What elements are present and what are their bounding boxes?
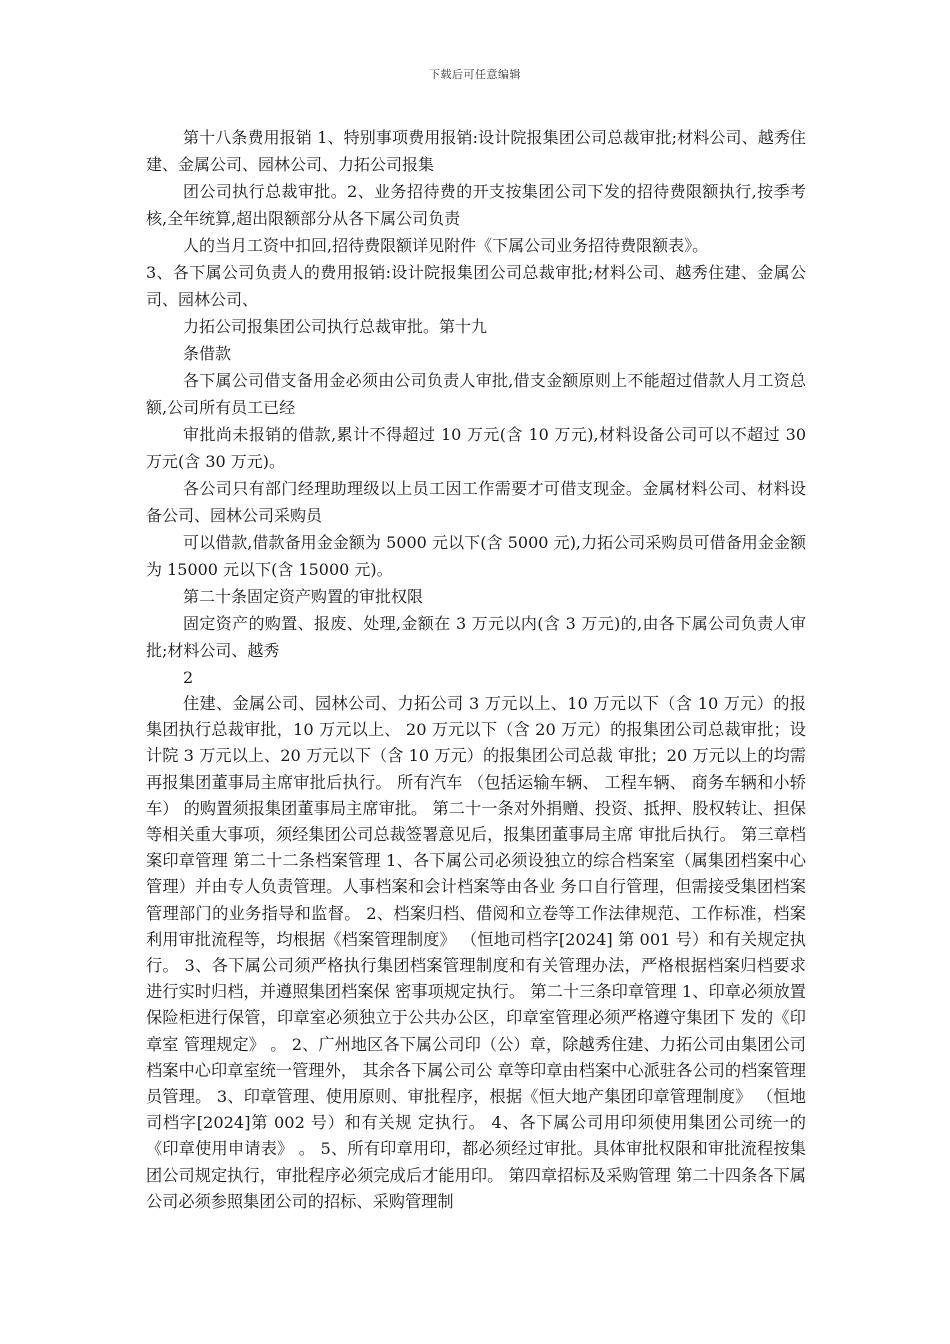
paragraph-entertainment-expenses: 团公司执行总裁审批。2、业务招待费的开支按集团公司下发的招待费限额执行,按季考核,全年统算,超出限额部分从各下属公司负责 bbox=[146, 182, 806, 228]
paragraph-head-expenses: 3、各下属公司负责人的费用报销:设计院报集团公司总裁审批;材料公司、越秀住建、金属公司、园林公司、 bbox=[146, 263, 806, 309]
paragraph-loan-limit: 审批尚未报销的借款,累计不得超过 10 万元(含 10 万元),材料设备公司可以不超过 30 万元(含 30 万元)。 bbox=[146, 425, 806, 471]
paragraph-archives-and-seals: 住建、金属公司、园林公司、力拓公司 3 万元以上、10 万元以下（含 10 万元）的报集团执行总裁审批，10 万元以上、 20 万元以下（含 20 万元）的报集团公司总裁审批；设计院 3 万元以上、20 万元以下（含 10 万元）的报集团公司总裁 审批；20 万元以上的均需再报集团董事局主席审批后执行。 所有汽车 （包括运输车辆、 工程车辆、 商务车辆和小轿车） 的购置须报集团董事局主席审批。 第二十一条对外捐赠、投资、抵押、股权转让、担保等相关重大事项，须经集团公司总裁签署意见后，报集团董事局主席 审批后执行。 第三章档案印章管理 第二十二条档案管理 1、各下属公司必须设独立的综合档案室（属集团档案中心管理）并由专人负责管理。人事档案和会计档案等由各业 务口自行管理，但需接受集团档案管理部门的业务指导和监督。 2、档案归档、借阅和立卷等工作法律规范、工作标准，档案利用审批流程等，均根据《档案管理制度》 （恒地司档字[2024] 第 001 号）和有关规定执行。 3、各下属公司须严格执行集团档案管理制度和有关管理办法，严格根据档案归档要求进行实时归档，并遵照集团档案保 密事项规定执行。 第二十三条印章管理 1、印章必须放置保险柜进行保管，印章室必须独立于公共办公区，印章室管理必须严格遵守集团下 发的《印章室 管理规定》 。 2、广州地区各下属公司印（公）章，除越秀住建、力拓公司由集团公司档案中心印章室统一管理外， 其余各下属公司公 章等印章由档案中心派驻各公司的档案管理员管理。 3、印章管理、使用原则、审批程序，根据《恒大地产集团印章管理制度》 （恒地司档字[2024]第 002 号）和有关规 定执行。 4、各下属公司用印须使用集团公司统一的《印章使用申请表》 。 5、所有印章用印，都必须经过审批。具体审批权限和审批流程按集团公司规定执行，审批程序必须完成后才能用印。 第四章招标及采购管理 第二十四条各下属公司必须参照集团公司的招标、采购管理制 bbox=[146, 694, 806, 1211]
paragraph-fixed-assets: 固定资产的购置、报废、处理,金额在 3 万元以内(含 3 万元)的,由各下属公司负责人审批;材料公司、越秀 bbox=[146, 614, 806, 660]
page-number: 2 bbox=[183, 668, 194, 687]
paragraph-article-19-start: 力拓公司报集团公司执行总裁审批。第十九 bbox=[183, 317, 488, 336]
page-header-note: 下载后可任意编辑 bbox=[429, 68, 521, 81]
paragraph-article-18: 第十八条费用报销 1、特别事项费用报销:设计院报集团公司总裁审批;材料公司、越秀住建、金属公司、园林公司、力拓公司报集 bbox=[146, 128, 806, 174]
paragraph-article-20-title: 第二十条固定资产购置的审批权限 bbox=[183, 587, 424, 606]
document-body bbox=[146, 124, 806, 1215]
paragraph-purchaser-advance: 可以借款,借款备用金金额为 5000 元以下(含 5000 元),力拓公司采购员可借备用金金额为 15000 元以下(含 15000 元)。 bbox=[146, 533, 806, 579]
paragraph-article-19-title: 条借款 bbox=[183, 344, 232, 363]
paragraph-loan-approval: 各下属公司借支备用金必须由公司负责人审批,借支金额原则上不能超过借款人月工资总额,公司所有员工已经 bbox=[146, 371, 806, 417]
paragraph-entertainment-limit: 人的当月工资中扣回,招待费限额详见附件《下属公司业务招待费限额表》。 bbox=[183, 236, 709, 255]
paragraph-cash-advance: 各公司只有部门经理助理级以上员工因工作需要才可借支现金。金属材料公司、材料设备公司、园林公司采购员 bbox=[146, 479, 806, 525]
